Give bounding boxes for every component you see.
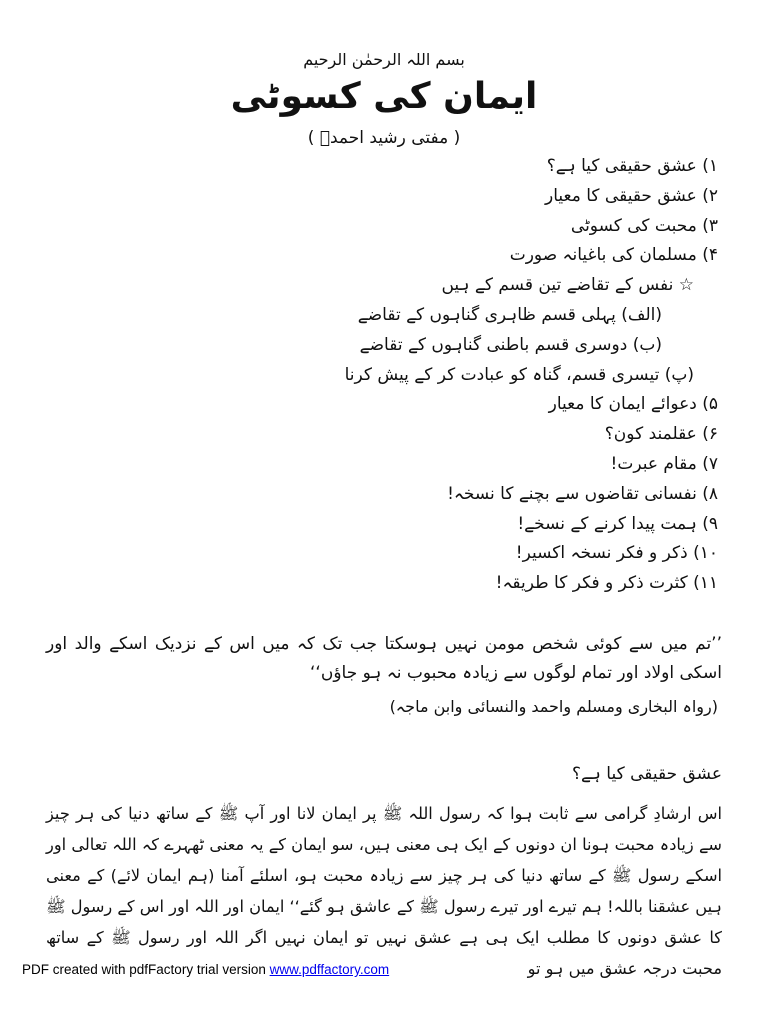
page-title: ایمان کی کسوٹی (230, 76, 538, 117)
toc-item: ۸) نفسانی تقاضوں سے بچنے کا نسخہ! (447, 483, 718, 504)
toc-item: ۵) دعوائے ایمان کا معیار (548, 394, 718, 415)
toc-subitem: (ب) دوسری قسم باطنی گناہوں کے تقاضے (359, 334, 662, 355)
toc-subitem: (پ) تیسری قسم، گناہ کو عبادت کر کے پیش کرنا (344, 364, 694, 385)
hadith-reference: (رواہ البخاری ومسلم واحمد والنسائی وابن ماجہ) (389, 697, 718, 716)
toc-subitem: (الف) پہلی قسم ظاہری گناہوں کے تقاضے (357, 304, 662, 325)
toc-item: ۱۱) کثرت ذکر و فکر کا طریقہ! (495, 573, 718, 594)
hadith-quote: ’’تم میں سے کوئی شخص مومن نہیں ہوسکتا جب تک کہ میں اس کے نزدیک اسکے والد اور اسکی اولاد اور تمام لوگوں سے زیادہ محبوب نہ ہو جاؤں‘‘ (46, 634, 722, 683)
toc-item: ۶) عقلمند کون؟ (604, 424, 718, 445)
toc-item: ۹) ہمت پیدا کرنے کے نسخے! (517, 513, 718, 534)
toc-item: ۷) مقام عبرت! (610, 453, 718, 474)
footer-text: PDF created with pdfFactory trial version (22, 962, 270, 977)
section-body: اس ارشادِ گرامی سے ثابت ہوا کہ رسول اللہ ﷺ پر ایمان لانا اور آپ ﷺ کے ساتھ دنیا کی ہر چیز سے زیادہ محبت ہونا ان دونوں کے ایک ہی معنی ہیں، سو ایمان کے یہ معنی ٹھہرے کہ اللہ تعالی اور اسکے رسول ﷺ کے ساتھ دنیا کی ہر چیز سے زیادہ محبت ہو، اسلئے آمنا (ہم ایمان لائے) کے معنی ہیں عشقنا باللہ! ہم تیرے اور تیرے رسول ﷺ کے عاشق ہو گئے‘‘ ایمان اور اللہ اور اس کے رسول ﷺ کا عشق دونوں کا مطلب ایک ہی ہے عشق نہیں تو ایمان نہیں اگر اللہ اور رسول ﷺ کے ساتھ محبت درجہ عشق میں ہو تو (46, 804, 722, 978)
pdf-footer (22, 962, 389, 977)
author-line: ( مفتی رشید احمدؒ ) (307, 128, 461, 148)
toc-subheading: ☆ نفس کے تقاضے تین قسم کے ہیں (441, 275, 694, 296)
bismillah: بسم اللہ الرحمٰن الرحیم (303, 50, 465, 69)
toc-item: ۱۰) ذکر و فکر نسخہ اکسیر! (515, 543, 718, 564)
toc-item: ۲) عشق حقیقی کا معیار (545, 185, 718, 206)
section-heading: عشق حقیقی کیا ہے؟ (571, 764, 722, 784)
toc-item: ۴) مسلمان کی باغیانہ صورت (509, 245, 718, 266)
table-of-contents (288, 152, 718, 599)
footer-link[interactable]: www.pdffactory.com (269, 962, 390, 977)
toc-item: ۳) محبت کی کسوٹی (570, 215, 718, 236)
toc-item: ۱) عشق حقیقی کیا ہے؟ (546, 156, 718, 176)
